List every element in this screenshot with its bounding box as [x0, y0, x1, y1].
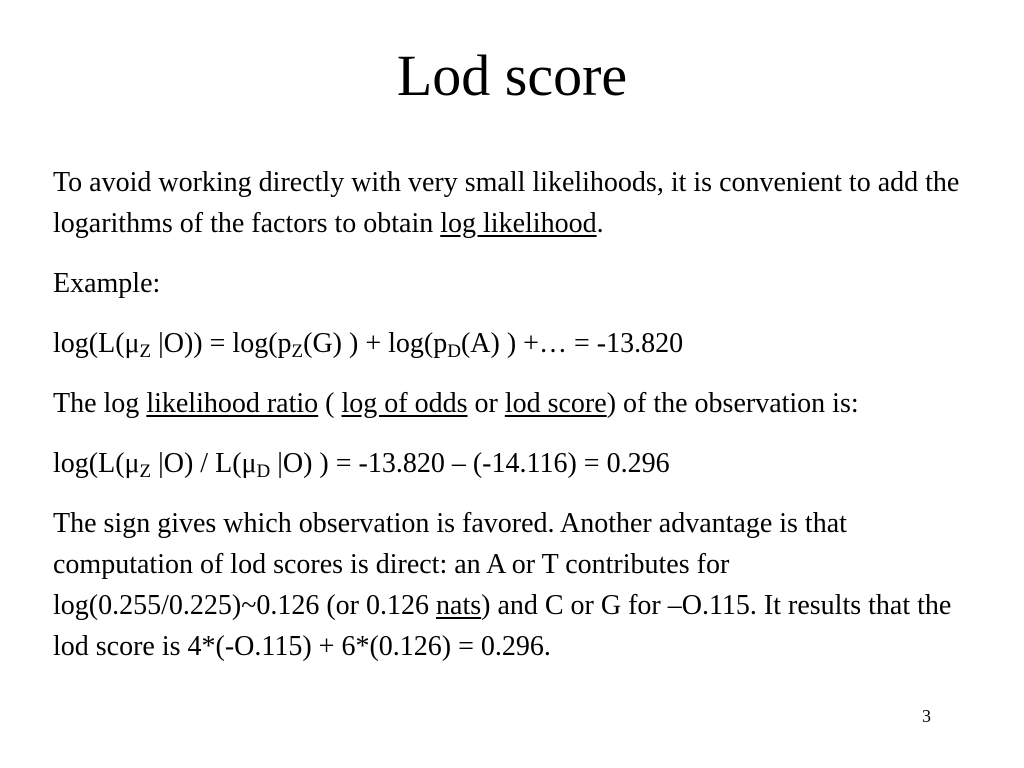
log-likelihood-term: log likelihood [440, 208, 597, 239]
likelihood-ratio-paragraph [53, 383, 983, 424]
page-number: 3 [922, 706, 931, 726]
eq1-part: (A) ) +… = -13.820 [460, 328, 684, 359]
mu-symbol: μ [124, 448, 140, 479]
log-of-odds-term: log of odds [341, 388, 468, 419]
slide-title: Lod score [396, 43, 628, 108]
eq2-part: log(L( [53, 448, 125, 479]
subscript-d: D [447, 341, 461, 362]
likelihood-ratio-term: likelihood ratio [146, 388, 319, 419]
mu-symbol: μ [241, 448, 257, 479]
lod-score-term: lod score [504, 388, 607, 419]
mu-symbol: μ [124, 328, 140, 359]
subscript-d: D [256, 461, 271, 482]
equation-lod-score [53, 443, 983, 484]
p2-text: The log [53, 388, 147, 419]
eq2-part: |O) ) = -13.820 – (-14.116) = 0.296 [270, 448, 670, 479]
subscript-z: Z [139, 461, 152, 482]
example-label: Example: [53, 268, 161, 299]
eq1-part: (G) ) + log(p [303, 328, 448, 359]
sign-paragraph [53, 503, 983, 667]
p3-text: ) and C or G for –O.115. It results that the lod score is 4*(-O.115) + 6*(0.126) = 0.296. [53, 590, 952, 662]
equation-log-likelihood [53, 323, 983, 364]
eq1-part: log(L( [53, 328, 125, 359]
p2-text: ( [318, 388, 342, 419]
subscript-z: Z [139, 341, 152, 362]
intro-paragraph [53, 162, 983, 244]
subscript-z: Z [291, 341, 304, 362]
eq2-part: |O) / L( [151, 448, 242, 479]
p2-text: ) of the observation is: [606, 388, 859, 419]
p2-text: or [467, 388, 505, 419]
intro-period: . [596, 208, 604, 239]
p3-text: The sign gives which observation is favored. Another advantage is that computation of lod scores is direct: an A or T contributes for log(0.255/0.225)~0.126 (or 0.126 [53, 508, 847, 621]
nats-term: nats [436, 590, 482, 621]
slide-body [53, 162, 983, 686]
intro-text: To avoid working directly with very small likelihoods, it is convenient to add the logarithms of the factors to obtain [53, 167, 960, 239]
eq1-part: |O)) = log(p [151, 328, 292, 359]
